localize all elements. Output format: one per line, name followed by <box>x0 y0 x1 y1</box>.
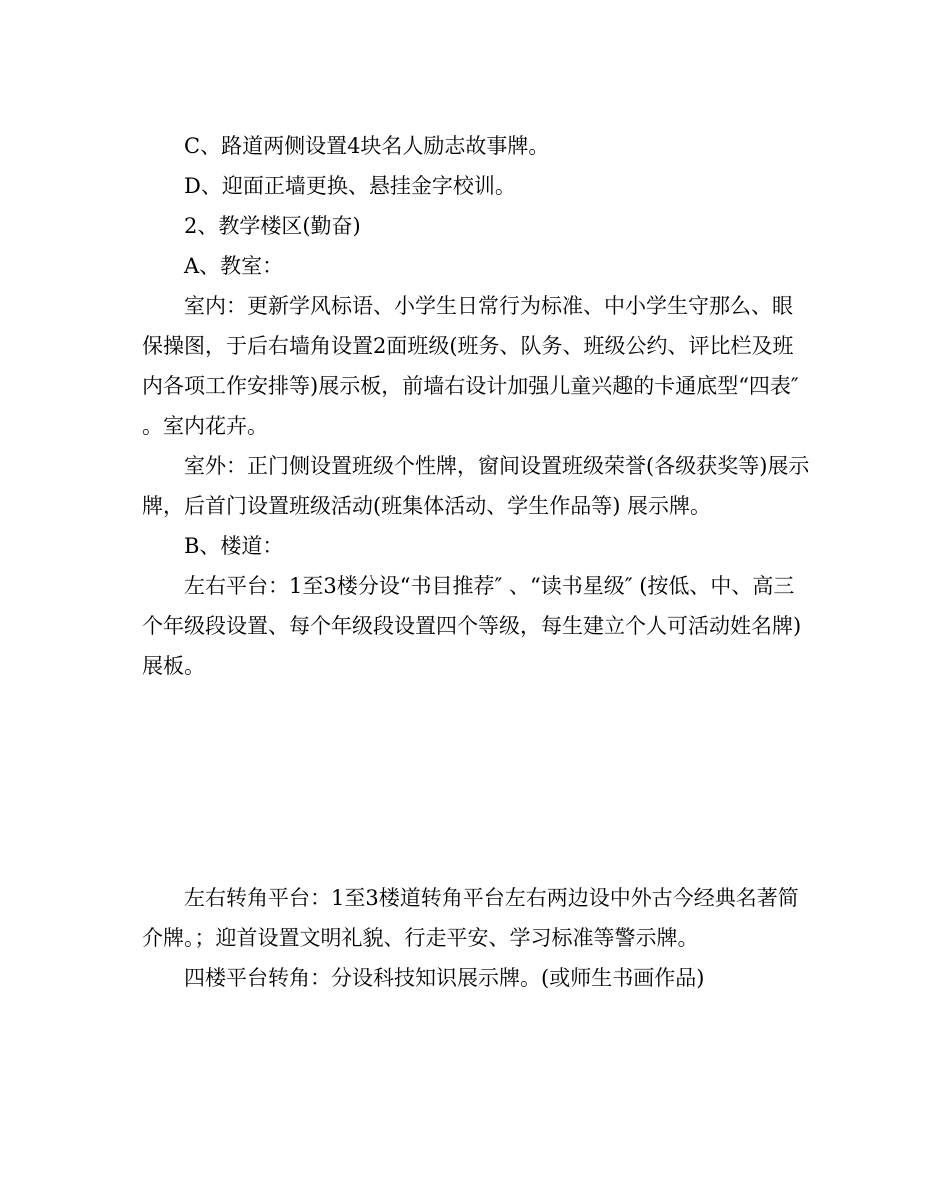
subheading-corridor: B、楼道： <box>184 534 284 558</box>
paragraph-fourth-floor: 四楼平台转角：分设科技知识展示牌。(或师生书画作品) <box>184 966 705 990</box>
subheading-classroom: A、教室： <box>184 254 284 278</box>
paragraph-school-motto: D、迎面正墙更换、悬挂金字校训。 <box>184 174 516 198</box>
paragraph-outdoor: 室外：正门侧设置班级个性牌，窗间设置班级荣誉(各级获奖等)展示牌，后首门设置班级活动(班集体活动、学生作品等) 展示牌。 <box>142 454 810 518</box>
paragraph-indoor: 室内：更新学风标语、小学生日常行为标准、中小学生守那么、眼保操图，于后右墙角设置2面班级(班务、队务、班级公约、评比栏及班内各项工作安排等)展示板，前墙右设计加强儿童兴趣的卡通底型“四表″ 。室内花卉。 <box>142 294 799 438</box>
text-block-lower <box>142 878 810 998</box>
text-block-upper <box>142 126 810 686</box>
section-heading-teaching-building: 2、教学楼区(勤奋) <box>184 214 361 238</box>
paragraph-platforms: 左右平台：1至3楼分设“书目推荐″ 、“读书星级″ (按低、中、高三个年级段设置、每个年级段设置四个等级，每生建立个人可活动姓名牌)展板。 <box>142 574 802 678</box>
paragraph-corner-platforms: 左右转角平台：1至3楼道转角平台左右两边设中外古今经典名著简介牌。；迎首设置文明礼貌、行走平安、学习标准等警示牌。 <box>142 886 799 950</box>
paragraph-road-signs: C、路道两侧设置4块名人励志故事牌。 <box>184 134 550 158</box>
